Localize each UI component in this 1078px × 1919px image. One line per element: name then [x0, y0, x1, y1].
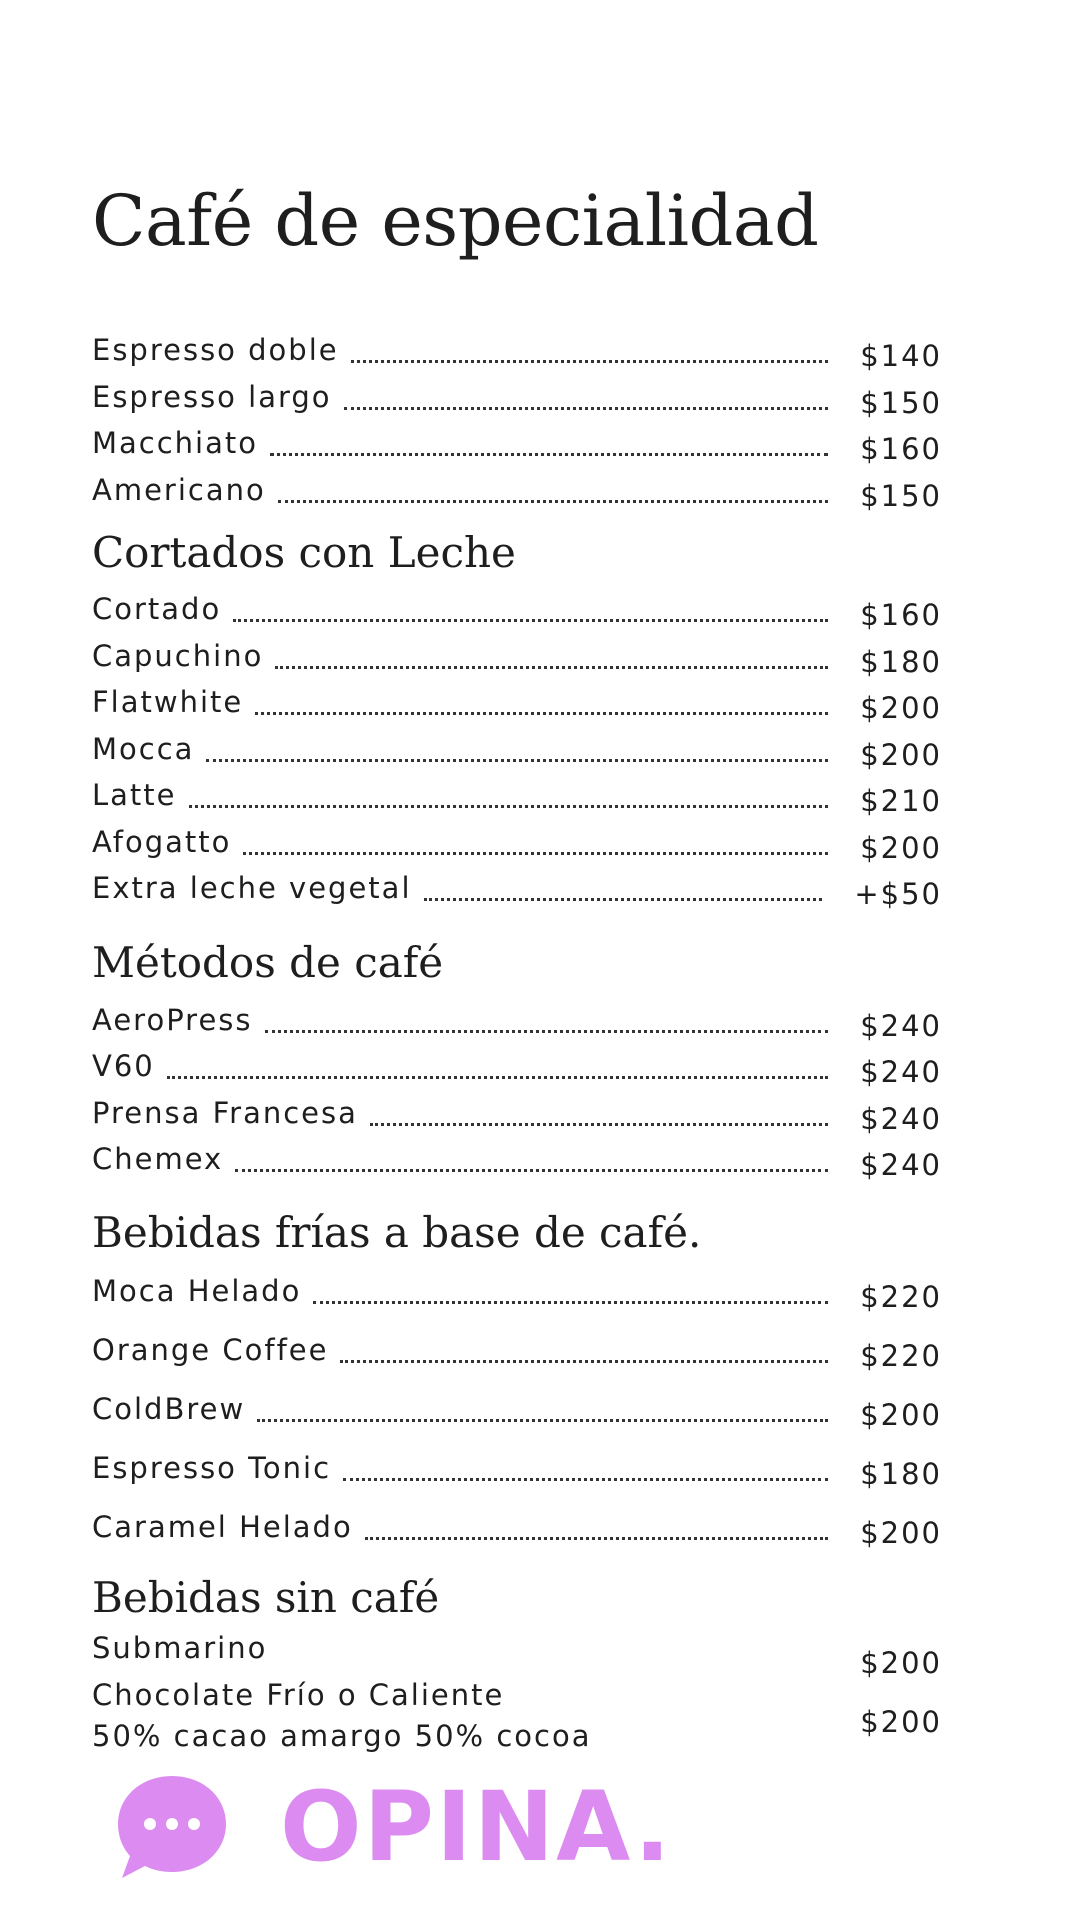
dot-leader: [424, 894, 822, 901]
item-price: $200: [860, 1646, 942, 1680]
section-title-frias: Bebidas frías a base de café.: [92, 1208, 702, 1257]
dot-leader: [270, 449, 828, 456]
item-name: Afogatto: [92, 825, 232, 859]
item-name: Espresso Tonic: [92, 1451, 332, 1485]
menu-item: [92, 328, 942, 372]
speech-bubble-icon: [112, 1768, 232, 1888]
item-name: Espresso largo: [92, 380, 332, 414]
item-name: Flatwhite: [92, 685, 244, 719]
item-detail: 50% cacao amargo 50% cocoa: [92, 1719, 592, 1753]
item-name: Submarino: [92, 1631, 268, 1665]
dot-leader: [275, 662, 828, 669]
menu-item: [92, 468, 942, 512]
section-title-metodos: Métodos de café: [92, 938, 444, 987]
item-name: Espresso doble: [92, 333, 339, 367]
dot-leader: [265, 1026, 828, 1033]
menu-title: Café de especialidad: [92, 180, 819, 262]
item-price: $180: [860, 1457, 942, 1491]
item-name: V60: [92, 1049, 155, 1083]
menu-item: [92, 375, 942, 419]
dot-leader: [370, 1119, 828, 1126]
section-title-sin-cafe: Bebidas sin café: [92, 1573, 440, 1622]
dot-leader: [189, 801, 828, 808]
item-price: $240: [860, 1102, 942, 1136]
item-price: $160: [860, 432, 942, 466]
menu-item: [92, 820, 942, 864]
dot-leader: [313, 1297, 828, 1304]
item-price: $140: [860, 339, 942, 373]
dot-leader: [340, 1356, 828, 1363]
menu-item: [92, 421, 942, 465]
item-price: $180: [860, 645, 942, 679]
item-name: Capuchino: [92, 639, 264, 673]
item-price: $200: [860, 691, 942, 725]
item-name: Chemex: [92, 1142, 224, 1176]
menu-item: [92, 587, 942, 631]
item-price: $200: [860, 1516, 942, 1550]
menu-item: [92, 1269, 942, 1313]
menu-item: [92, 634, 942, 678]
item-name: Caramel Helado: [92, 1510, 353, 1544]
item-name: ColdBrew: [92, 1392, 246, 1426]
dot-leader: [351, 356, 828, 363]
item-name: Americano: [92, 473, 266, 507]
menu-item: [92, 1387, 942, 1431]
menu-item: [92, 680, 942, 724]
dot-leader: [206, 755, 828, 762]
item-price: $240: [860, 1055, 942, 1089]
menu-item: [92, 1137, 942, 1181]
opina-text: OPINA.: [280, 1771, 673, 1883]
dot-leader: [257, 1415, 828, 1422]
dot-leader: [167, 1072, 828, 1079]
item-price: $200: [860, 738, 942, 772]
item-name: Cortado: [92, 592, 222, 626]
dot-leader: [343, 1474, 828, 1481]
menu-item: [92, 1044, 942, 1088]
dot-leader: [255, 708, 828, 715]
opina-brand[interactable]: [112, 1768, 712, 1908]
item-name: Orange Coffee: [92, 1333, 329, 1367]
menu-item: [92, 773, 942, 817]
item-price: $150: [860, 386, 942, 420]
menu-item: [92, 1091, 942, 1135]
menu-item: [92, 1505, 942, 1549]
item-name: Prensa Francesa: [92, 1096, 358, 1130]
item-price: $240: [860, 1148, 942, 1182]
dot-leader: [235, 1165, 828, 1172]
item-name: Macchiato: [92, 426, 259, 460]
item-price: $160: [860, 598, 942, 632]
menu-item: [92, 727, 942, 771]
menu-item: [92, 1328, 942, 1372]
dot-leader: [365, 1533, 828, 1540]
item-name: Chocolate Frío o Caliente: [92, 1678, 505, 1712]
item-price: $200: [860, 1705, 942, 1739]
dot-leader: [243, 848, 828, 855]
item-price: $210: [860, 784, 942, 818]
item-price: +$50: [854, 877, 942, 911]
dot-leader: [344, 403, 828, 410]
item-name: Moca Helado: [92, 1274, 302, 1308]
item-price: $220: [860, 1280, 942, 1314]
menu-item: [92, 1446, 942, 1490]
item-price: $200: [860, 831, 942, 865]
menu-item: [92, 866, 942, 910]
item-price: $220: [860, 1339, 942, 1373]
item-price: $150: [860, 479, 942, 513]
dot-leader: [233, 615, 828, 622]
menu-item: [92, 998, 942, 1042]
dot-leader: [278, 496, 828, 503]
item-price: $200: [860, 1398, 942, 1432]
item-name: Latte: [92, 778, 177, 812]
item-name: Mocca: [92, 732, 195, 766]
section-title-cortados: Cortados con Leche: [92, 528, 516, 577]
item-name: AeroPress: [92, 1003, 253, 1037]
item-name: Extra leche vegetal: [92, 871, 412, 905]
item-price: $240: [860, 1009, 942, 1043]
